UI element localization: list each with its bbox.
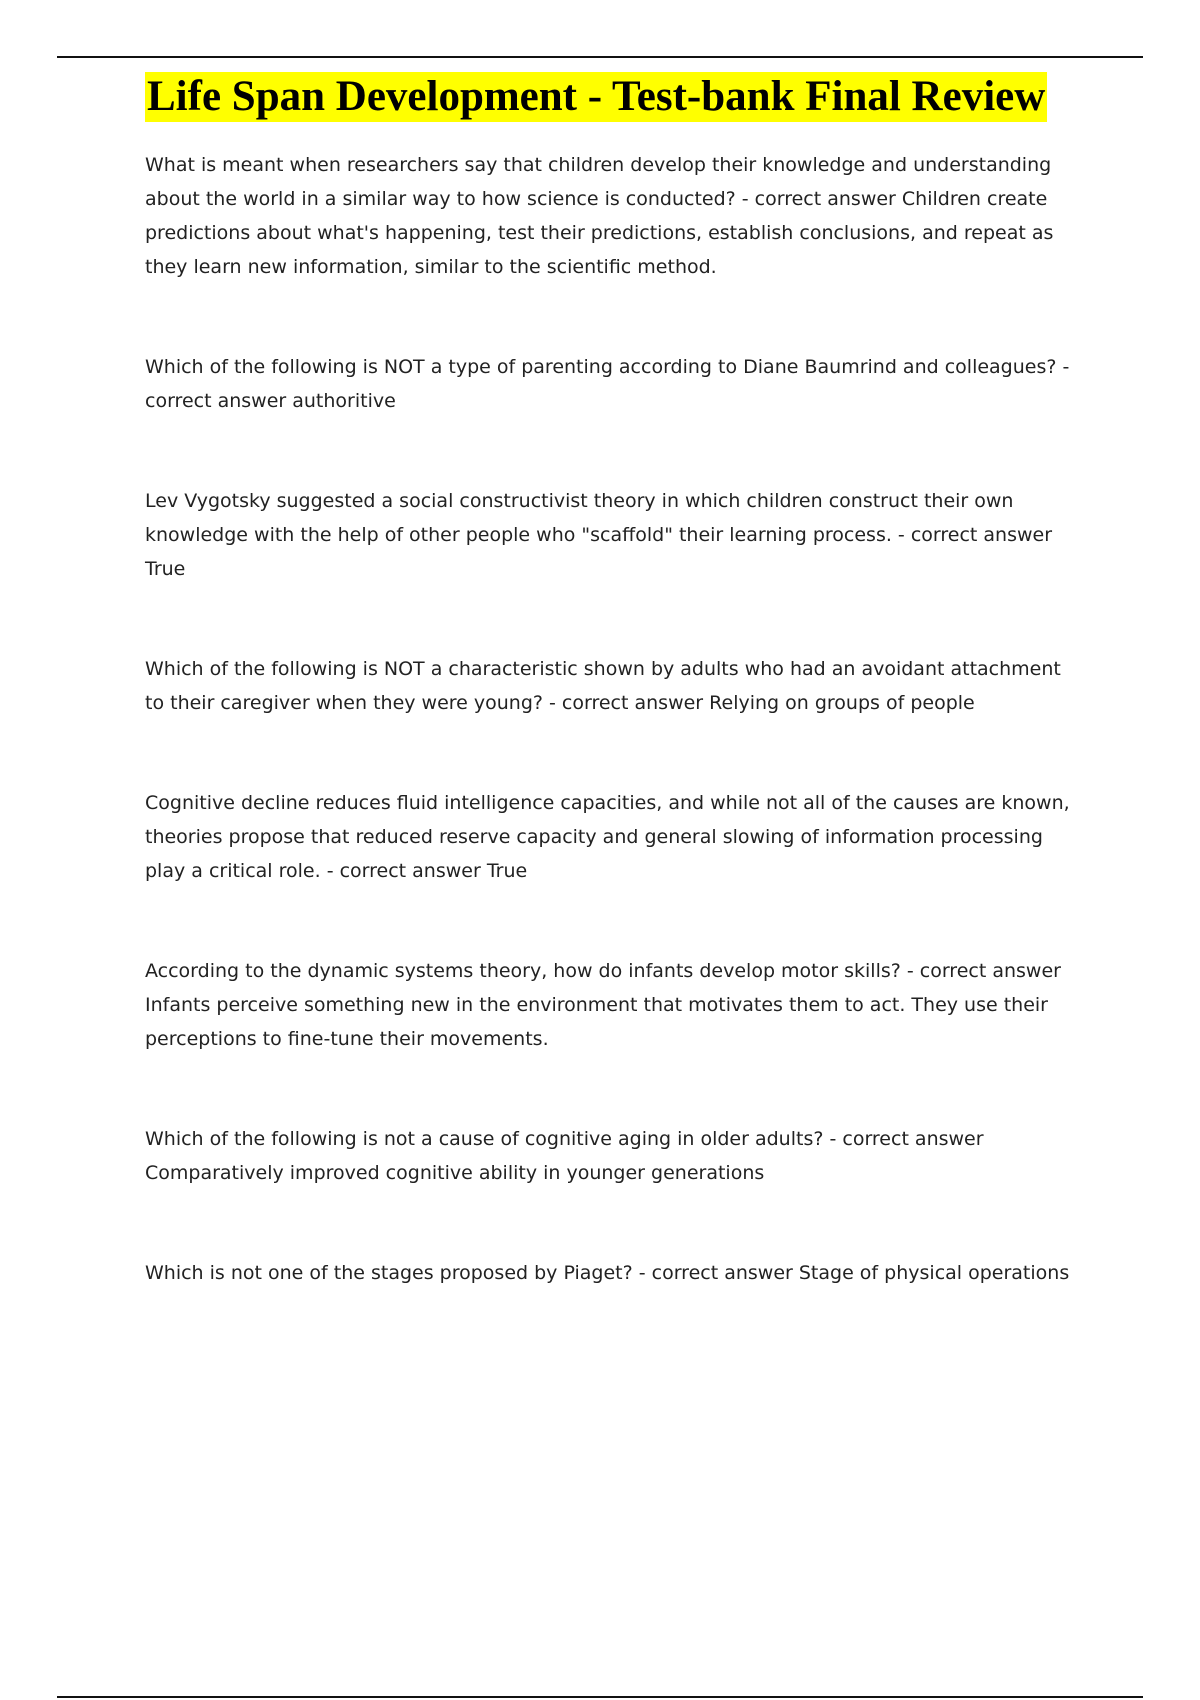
question-item-8: Which is not one of the stages proposed by Piaget? - correct answer Stage of physical operations [145,1262,1070,1284]
question-item-5: Cognitive decline reduces fluid intelligence capacities, and while not all of the causes are known, theories propose that reduced reserve capacity and general slowing of information processing play a critical role. - correct answer True [145,792,1070,882]
question-list [145,148,1085,1290]
document-title: Life Span Development - Test-bank Final Review [147,73,1046,120]
question-item-3: Lev Vygotsky suggested a social constructivist theory in which children construct their own knowledge with the help of other people who "scaffold" their learning process. - correct answer True [145,490,1053,580]
header-rule [57,56,1143,58]
question-item-7: Which of the following is not a cause of cognitive aging in older adults? - correct answer Comparatively improved cognitive ability in younger generations [145,1128,984,1184]
footer-rule [57,1696,1143,1698]
document-page [145,72,1085,1290]
question-item-2: Which of the following is NOT a type of parenting according to Diane Baumrind and colleagues? - correct answer authoritive [145,356,1070,412]
question-item-1: What is meant when researchers say that children develop their knowledge and understanding about the world in a similar way to how science is conducted? - correct answer Children create predictions about what's happening, test their predictions, establish conclusions, and repeat as they learn new information, similar to the scientific method. [145,154,1054,278]
question-item-4: Which of the following is NOT a characteristic shown by adults who had an avoidant attachment to their caregiver when they were young? - correct answer Relying on groups of people [145,658,1061,714]
question-item-6: According to the dynamic systems theory, how do infants develop motor skills? - correct answer Infants perceive something new in the environment that motivates them to act. They use their perceptions to fine-tune their movements. [145,960,1061,1050]
